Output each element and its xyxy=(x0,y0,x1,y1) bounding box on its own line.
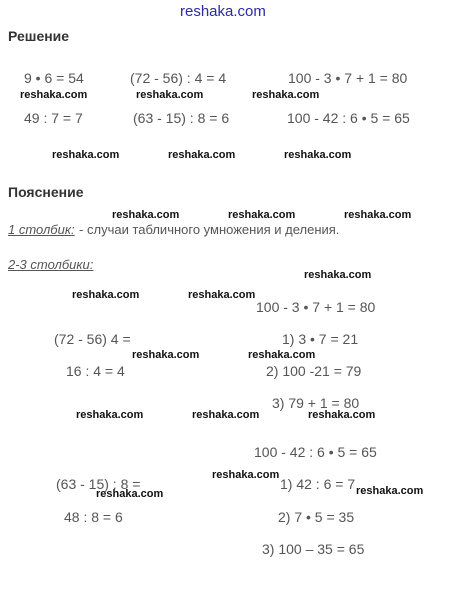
columns23-label: 2-3 столбики: xyxy=(8,257,94,272)
watermark: reshaka.com xyxy=(284,149,352,161)
steps1-expression: 100 - 3 • 7 + 1 = 80 xyxy=(256,299,376,315)
example1-result: 16 : 4 = 4 xyxy=(66,363,125,379)
watermark: reshaka.com xyxy=(192,409,260,421)
watermark: reshaka.com xyxy=(96,488,164,500)
watermark: reshaka.com xyxy=(308,409,376,421)
watermark: reshaka.com xyxy=(72,289,140,301)
example2-result: 48 : 8 = 6 xyxy=(64,509,123,525)
column1-label: 1 столбик: xyxy=(8,222,75,237)
explanation-heading: Пояснение xyxy=(8,184,84,200)
solution-heading: Решение xyxy=(8,28,70,44)
watermark: reshaka.com xyxy=(136,89,204,101)
solution-eq: 100 - 3 • 7 + 1 = 80 xyxy=(288,70,408,86)
site-title-link[interactable]: reshaka.com xyxy=(180,3,266,20)
watermark: reshaka.com xyxy=(188,289,256,301)
steps2-step: 2) 7 • 5 = 35 xyxy=(278,509,355,525)
watermark: reshaka.com xyxy=(356,485,424,497)
solution-eq: 100 - 42 : 6 • 5 = 65 xyxy=(287,110,410,126)
solution-eq: 9 • 6 = 54 xyxy=(24,70,84,86)
watermark: reshaka.com xyxy=(212,469,280,481)
steps1-step: 3) 79 + 1 = 80 xyxy=(272,395,360,411)
example1-expression: (72 - 56) 4 = xyxy=(54,331,131,347)
steps2-expression: 100 - 42 : 6 • 5 = 65 xyxy=(254,444,377,460)
column1-note xyxy=(8,221,339,239)
watermark: reshaka.com xyxy=(52,149,120,161)
watermark: reshaka.com xyxy=(248,349,316,361)
watermark: reshaka.com xyxy=(168,149,236,161)
watermark: reshaka.com xyxy=(252,89,320,101)
watermark: reshaka.com xyxy=(344,209,412,221)
steps1-step: 2) 100 -21 = 79 xyxy=(266,363,362,379)
watermark: reshaka.com xyxy=(112,209,180,221)
solution-eq: (72 - 56) : 4 = 4 xyxy=(130,70,227,86)
watermark: reshaka.com xyxy=(76,409,144,421)
example2-expression: (63 - 15) : 8 = xyxy=(56,476,141,492)
steps2-step: 3) 100 – 35 = 65 xyxy=(262,541,365,557)
solution-eq: 49 : 7 = 7 xyxy=(24,110,83,126)
steps1-step: 1) 3 • 7 = 21 xyxy=(282,331,359,347)
watermark: reshaka.com xyxy=(132,349,200,361)
watermark: reshaka.com xyxy=(228,209,296,221)
solution-eq: (63 - 15) : 8 = 6 xyxy=(133,110,230,126)
steps2-step: 1) 42 : 6 = 7 xyxy=(280,476,356,492)
watermark: reshaka.com xyxy=(304,269,372,281)
watermark: reshaka.com xyxy=(20,89,88,101)
column1-text: - случаи табличного умножения и деления. xyxy=(79,222,340,237)
